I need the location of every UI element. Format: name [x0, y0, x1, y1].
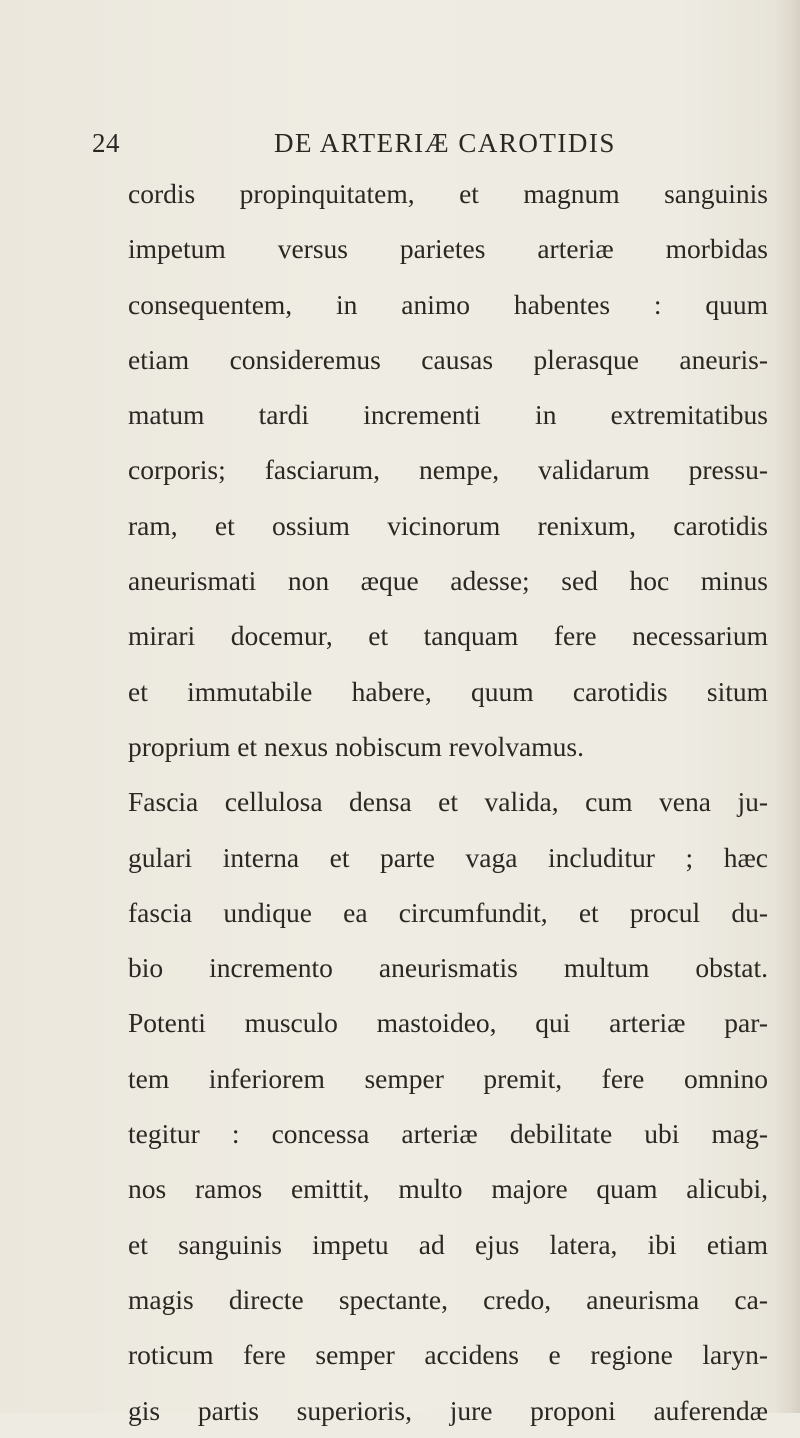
text-line: cordis propinquitatem, et magnum sanguinis — [128, 178, 768, 209]
body-text — [128, 166, 768, 1438]
text-line: proprium et nexus nobiscum revolvamus. — [128, 730, 584, 762]
text-line: ram, et ossium vicinorum renixum, carotidis — [128, 509, 768, 541]
text-line: fascia undique ea circumfundit, et procul du- — [128, 896, 768, 928]
text-line: consequentem, in animo habentes : quum — [128, 288, 768, 320]
text-line: tegitur : concessa arteriæ debilitate ubi mag- — [128, 1118, 768, 1150]
page-number: 24 — [92, 128, 120, 158]
text-line: impetum versus parietes arteriæ morbidas — [128, 233, 768, 265]
text-line: nos ramos emittit, multo majore quam alicubi, — [128, 1173, 768, 1205]
text-line: mirari docemur, et tanquam fere necessarium — [128, 620, 768, 652]
text-line: etiam consideremus causas plerasque aneuris- — [128, 343, 768, 375]
text-line: corporis; fasciarum, nempe, validarum pressu- — [128, 454, 768, 486]
text-line: gis partis superioris, jure proponi auferendæ — [128, 1394, 768, 1426]
page-edge-shadow — [774, 0, 800, 1413]
text-line: roticum fere semper accidens e regione laryn- — [128, 1339, 768, 1371]
text-line: gulari interna et parte vaga includitur ; hæc — [128, 841, 768, 873]
running-head — [92, 128, 712, 168]
text-line: Potenti musculo mastoideo, qui arteriæ par- — [128, 1007, 768, 1039]
running-title: DE ARTERIÆ CAROTIDIS — [274, 128, 616, 158]
text-line: magis directe spectante, credo, aneurisma ca- — [128, 1283, 768, 1315]
text-line: et sanguinis impetu ad ejus latera, ibi etiam — [128, 1228, 768, 1260]
text-line: aneurismati non æque adesse; sed hoc minus — [128, 565, 768, 597]
text-line: tem inferiorem semper premit, fere omnino — [128, 1062, 768, 1094]
text-line: et immutabile habere, quum carotidis situm — [128, 675, 768, 707]
text-line: Fascia cellulosa densa et valida, cum vena ju- — [128, 786, 768, 818]
text-line: matum tardi incrementi in extremitatibus — [128, 399, 768, 431]
text-line: bio incremento aneurismatis multum obstat. — [128, 952, 768, 984]
